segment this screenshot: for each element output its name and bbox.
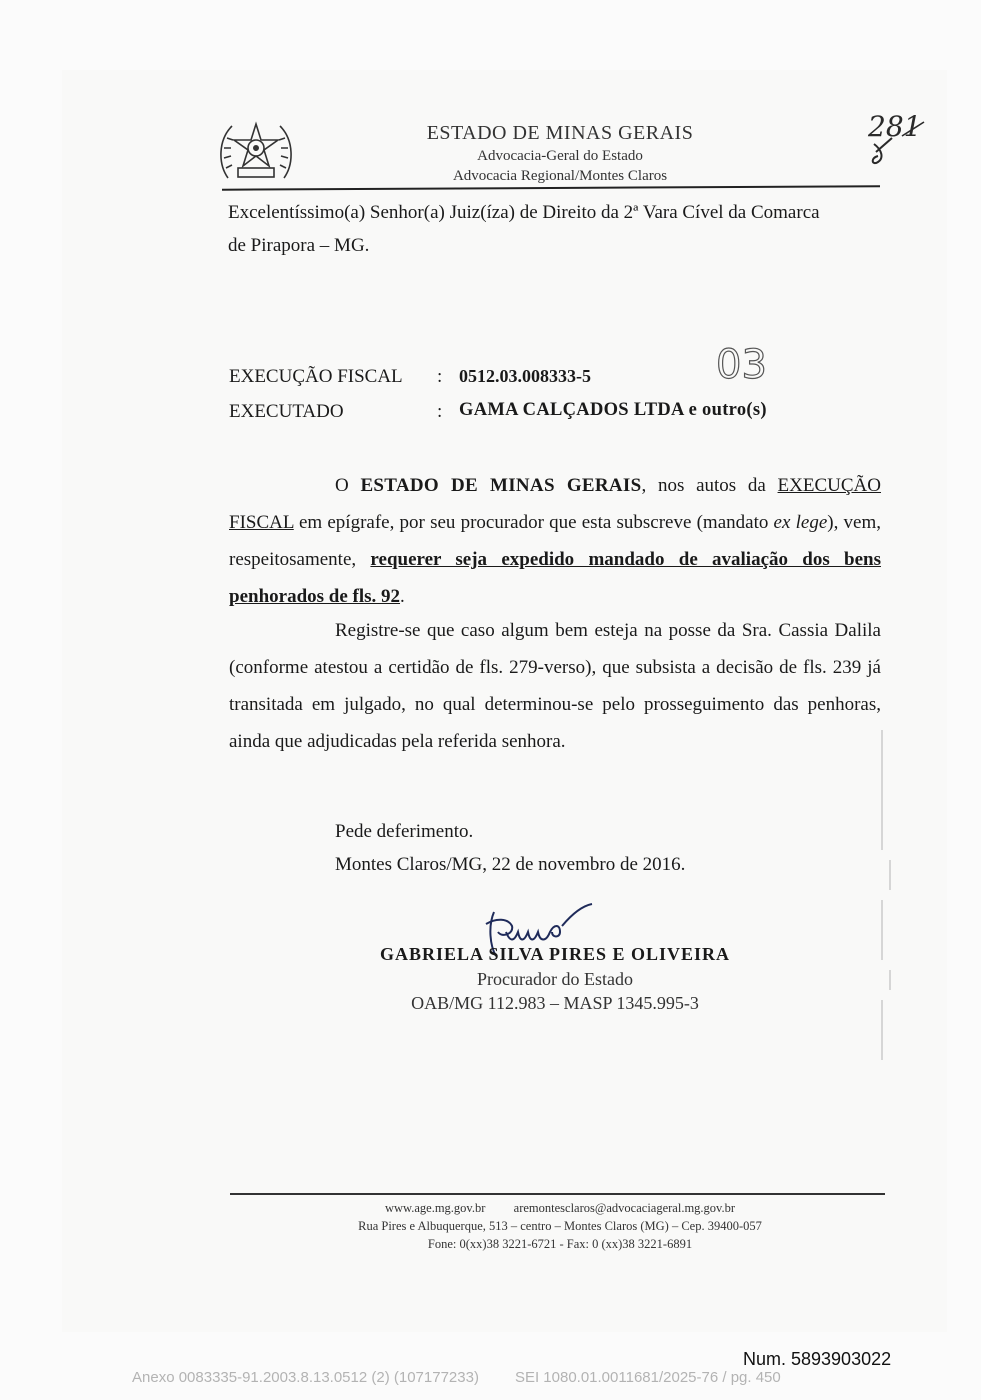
para1-s5: em epígrafe, por seu procurador que esta subscreve (mandato bbox=[293, 512, 774, 533]
header-state-name: ESTADO DE MINAS GERAIS bbox=[426, 122, 694, 144]
paragraph-registration bbox=[229, 612, 881, 760]
state-coat-of-arms-icon bbox=[216, 118, 296, 190]
footer-address: Rua Pires e Albuquerque, 513 – centro – Montes Claros (MG) – Cep. 39400-057 bbox=[358, 1219, 762, 1233]
svg-text:281: 281 bbox=[868, 110, 922, 143]
addressee-line-1: Excelentíssimo(a) Senhor(a) Juiz(íza) de Direito da 2ª Vara Cível da Comarca bbox=[228, 202, 820, 223]
para1-request: requerer seja expedido mandado de avaliação dos bens penhorados de fls. 92 bbox=[229, 549, 881, 607]
svg-text:03: 03 bbox=[716, 342, 767, 388]
case-number: 0512.03.008333-5 bbox=[459, 366, 591, 386]
addressee-line-2: de Pirapora – MG. bbox=[228, 235, 370, 256]
para1-ex-lege: ex lege bbox=[773, 512, 828, 533]
document-number: Num. 5893903022 bbox=[743, 1349, 892, 1369]
footer-divider bbox=[230, 1193, 885, 1195]
case-label-defendant: EXECUTADO bbox=[229, 401, 344, 422]
header-agency: Advocacia-Geral do Estado bbox=[477, 148, 643, 164]
signer-name: GABRIELA SILVA PIRES E OLIVEIRA bbox=[379, 944, 731, 964]
para1-s9: . bbox=[400, 586, 405, 607]
footer-website: www.age.mg.gov.br bbox=[384, 1201, 486, 1215]
para2-text: Registre-se que caso algum bem esteja na posse da Sra. Cassia Dalila (conforme atestou a certidão de fls. 279-verso), que subsista a decisão de fls. 239 já transitada em julgado, no qual determinou-se pelo prosseguimento das penhoras, ainda que adjudicadas pela referida senhora. bbox=[229, 620, 881, 752]
annex-right: SEI 1080.01.0011681/2025-76 / pg. 450 bbox=[514, 1369, 781, 1386]
handwritten-note bbox=[714, 336, 774, 392]
closing-request: Pede deferimento. bbox=[335, 821, 474, 842]
annex-reference bbox=[132, 1369, 852, 1386]
footer-email: aremontesclaros@advocaciageral.mg.gov.br bbox=[513, 1201, 736, 1215]
signer-role: Procurador do Estado bbox=[477, 969, 633, 989]
signer-registration: OAB/MG 112.983 – MASP 1345.995-3 bbox=[411, 993, 699, 1013]
paragraph-request bbox=[229, 467, 881, 615]
footer-phones: Fone: 0(xx)38 3221-6721 - Fax: 0 (xx)38 3221-6891 bbox=[427, 1237, 693, 1251]
para1-plaintiff: ESTADO DE MINAS GERAIS bbox=[360, 475, 642, 496]
case-defendant-name: GAMA CALÇADOS LTDA e outro(s) bbox=[459, 400, 767, 420]
para1-proceeding: EXECUÇÃO FISCAL bbox=[229, 475, 881, 533]
addressee bbox=[228, 196, 888, 262]
case-label-execution: EXECUÇÃO FISCAL bbox=[229, 366, 403, 387]
faded-protocol-stamp bbox=[868, 720, 908, 1080]
case-colon-2: : bbox=[437, 401, 443, 422]
footer-contacts bbox=[250, 1201, 870, 1216]
para1-s7: ), vem, respeitosamente, bbox=[229, 512, 881, 570]
handwritten-page-number bbox=[862, 106, 932, 170]
para1-s1: O bbox=[335, 475, 361, 496]
closing-place-date: Montes Claros/MG, 22 de novembro de 2016. bbox=[335, 854, 686, 875]
para1-s3: , nos autos da bbox=[641, 475, 778, 496]
annex-left: Anexo 0083335-91.2003.8.13.0512 (2) (107177233) bbox=[132, 1369, 479, 1386]
header-regional-office: Advocacia Regional/Montes Claros bbox=[452, 168, 668, 184]
case-colon-1: : bbox=[437, 366, 443, 387]
